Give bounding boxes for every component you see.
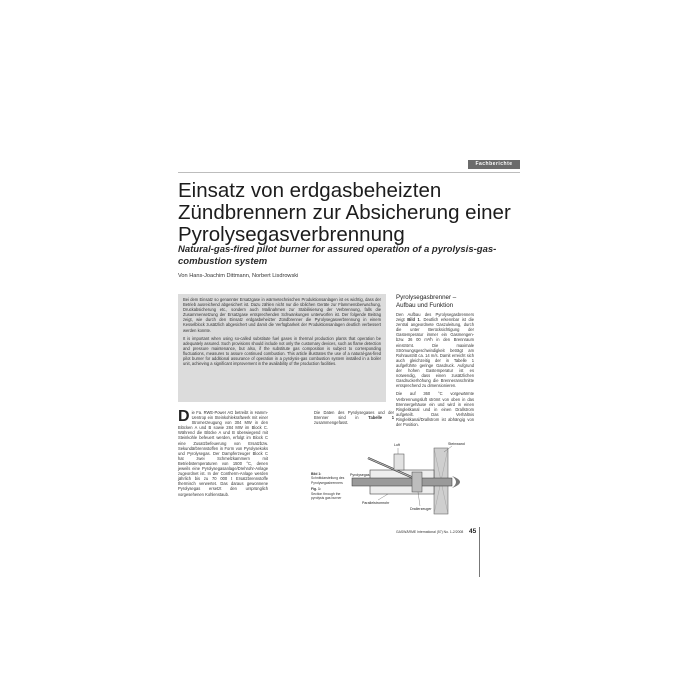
caption-label-en: Fig. 1: bbox=[311, 487, 321, 492]
label-luft: Luft bbox=[394, 443, 400, 447]
body-text: Den Aufbau des Pyrolysegasbrenners zeigt bbox=[396, 312, 474, 323]
body-paragraph bbox=[178, 410, 268, 497]
page-number: 45 bbox=[469, 528, 477, 535]
caption-label-de: Bild 1: bbox=[311, 472, 322, 476]
journal-footer: GASWÄRME International (57) No. 1-2/2008 bbox=[396, 530, 464, 534]
burner-diagram bbox=[348, 440, 476, 524]
body-text: zusammengefasst. bbox=[314, 420, 349, 426]
abstract-box bbox=[178, 294, 386, 402]
body-text: Die Daten des Pyrolysegases und der Brenner sind in bbox=[314, 410, 394, 421]
body-paragraph: Die auf 360 °C vorgewärmte Verbrennungsluft strömt von oben in das Brennergehäuse ein und wird in einen Ringleitkanal und in einen Drallstrom aufgeteilt. Das Verhältnis Ringleitkanal/Drallstrom ist abhängig von der Position. bbox=[396, 391, 474, 427]
label-steinwand: Steinwand bbox=[448, 442, 465, 446]
footer-rule bbox=[479, 527, 480, 577]
body-column-1 bbox=[178, 410, 268, 497]
section-heading: Pyrolysegasbrenner – Aufbau und Funktion bbox=[396, 294, 457, 309]
label-pyrolysegas: Pyrolysegas bbox=[350, 473, 370, 477]
article-subtitle: Natural-gas-fired pilot burner for assured operation of a pyrolysis-gas-combustion system bbox=[178, 244, 497, 267]
body-text: ie Fa. RWE-Power AG betreibt in Hamm-Uentrop ein Steinkohlekraftwerk mit einer Stromerzeugung von 304 MW in den Blöcken A und B sowie 284 MW im Block C. Während die Blöcke A und B überwiegend mit Steinkohle befeuert werden, erfolgt im Block C eine Zusatzbefeuerung von Ersatzbzw. Sekundärbrennstoffen in Form von Pyrolysekoks und Pyrolysegas. Der Dampferzeuger Block C hat zwei Schmelzkammern mit Betriebstemperaturen von 1500 °C, denen jeweils eine Pyrolysegasanlage/Drehrohr-Anlage zugeordnet ist. In der Contherm-Anlage werden jährlich bis zu 70 000 t Ersatzbrennstoffe thermisch verwertet. Das daraus gewonnene Pyrolysegas ersetzt den ursprünglich vorgesehenen Kohlenstaub. bbox=[178, 410, 268, 497]
header-rule bbox=[178, 172, 520, 173]
body-column-2 bbox=[314, 410, 394, 425]
swirl-generator bbox=[412, 472, 422, 492]
body-column-3 bbox=[396, 294, 474, 430]
article-authors: Von Hans-Joachim Dittmann, Norbert Lisdrowski bbox=[178, 273, 299, 279]
label-drallerzeuger: Drallerzeuger bbox=[410, 507, 432, 511]
figure-reference: Bild 1 bbox=[407, 317, 420, 323]
abstract-de: Bei dem Einsatz so genannter Ersatzgase in wärmetechnischen Produktionsanlagen ist es wichtig, dass der Betrieb ausreichend abgesichert ist. Dazu zählen nicht nur die üblichen Geräte zur Flammenüberwachung, Druckabsicherung etc., sondern auch Maßnahmen zur Stabilisierung der Verbrennung, falls die Zusammensetzung der Ersatzgase entsprechenden Schwankungen unterworfen ist. Der folgende Beitrag zeigt, wie durch den Einsatz erdgasbeheizter Zündbrenner die Pyrolysegasverbrennung in einem Kesselblock zusätzlich abgesichert und damit die Verfügbarkeit der Produktionsanlagen deutlich verbessert werden konnte. bbox=[183, 297, 381, 333]
figure-caption bbox=[311, 472, 347, 500]
section-tag: Fachberichte bbox=[468, 160, 520, 169]
article-title: Einsatz von erdgasbeheizten Zündbrennern zur Absicherung einer Pyrolysegasverbrennung bbox=[178, 179, 511, 246]
caption-text-en: Section through the pyrolysis gas burner bbox=[311, 491, 342, 501]
body-text: . Deutlich erkennbar ist die zentral angeordnete Gaszuleitung, durch die unter Berücksichtigung der Gastemperatur immer ein Gasmengen- bzw. 36 00 m³/h in den Brennraum einströmt. Die maximale Strömungsgeschwindigkeit beträgt am Rohraustritt ca. 14 m/s. Damit erreicht sich auch gleichzeitig der in Tabelle 1 aufgeführte geringe Gasdruck. Aufgrund der hohen Gastemperatur ist es notwendig, dass einen zusätzlichen Gasdruckerhöhung die Brenneranschnitte entsprechend zu dimensionieren. bbox=[396, 317, 474, 389]
table-reference: Tabelle 1 bbox=[368, 415, 394, 421]
abstract-en: It is important when using so-called substitute fuel gases in thermal production plants that operation be adequately assured. Such provisions should include not only the customary devices, such as flame detection and pressure maintenance, but also, if the substitute gas composition is subject to corresponding fluctuations, measures to assure continued combustion. This article illustrates the use of a natural-gas-fired pilot burner for additional assurance of operation in a pyrolysis-gas combustion system installed in a boiler unit, achieving a significant improvement in the availability of the production facilities. bbox=[183, 335, 381, 367]
body-paragraph bbox=[314, 410, 394, 425]
label-parallelstromrohr: Parallelstromrohr bbox=[362, 501, 390, 505]
gas-pipe bbox=[352, 478, 452, 486]
body-paragraph bbox=[396, 312, 474, 388]
caption-text-de: Schnittdarstellung des Pyrolysegasbrenners bbox=[311, 476, 345, 485]
air-inlet bbox=[394, 454, 404, 470]
drop-cap: D bbox=[178, 408, 190, 425]
